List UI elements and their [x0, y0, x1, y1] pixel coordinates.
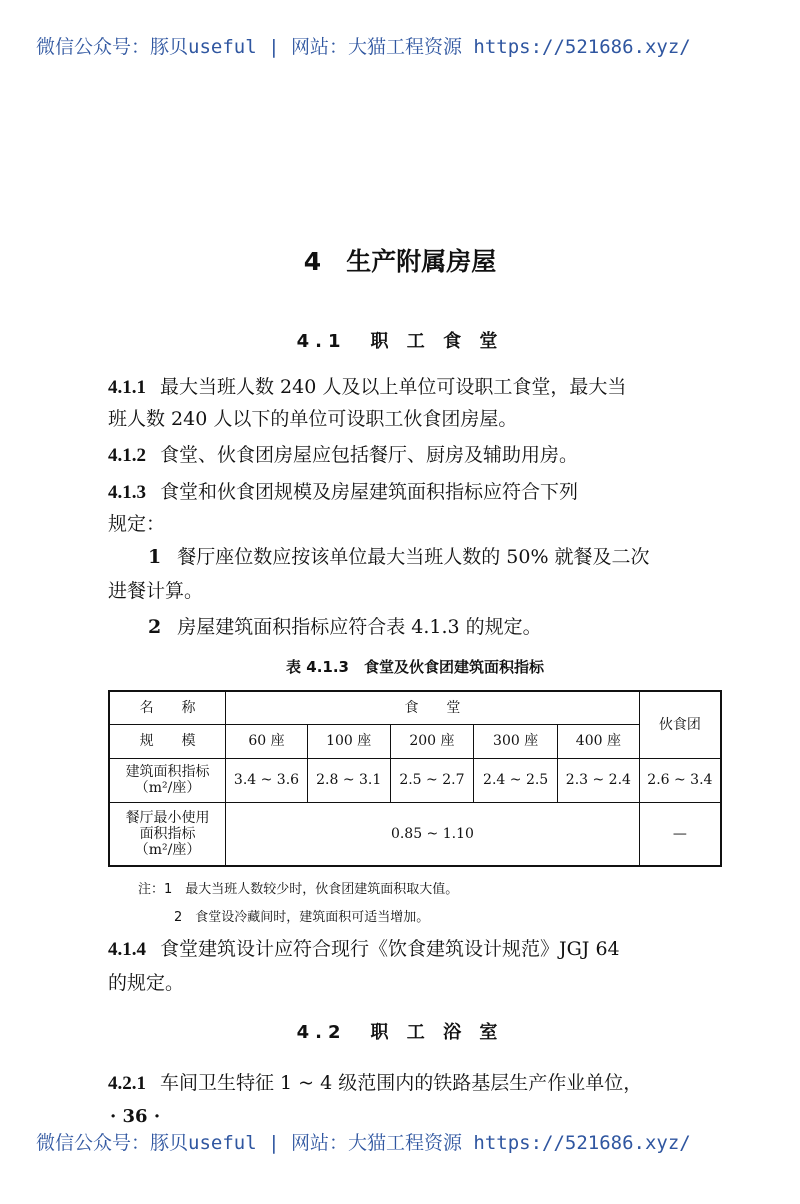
- item-text-cont: 进餐计算。: [108, 580, 204, 602]
- table-note-2: 2 食堂设冷藏间时，建筑面积可适当增加。: [174, 910, 430, 925]
- scale-cell: 300 座: [474, 724, 558, 758]
- clause-4-2-1: [108, 1068, 642, 1095]
- scale-cell: 100 座: [307, 724, 390, 758]
- item-number: 1: [148, 546, 162, 568]
- header-canteen: 食 堂: [226, 691, 640, 724]
- clause-4-1-1: [108, 372, 626, 399]
- area-value: 2.5 ~ 2.7: [390, 758, 474, 802]
- label-line: 建筑面积指标: [125, 764, 210, 780]
- header-mess: 伙食团: [639, 691, 721, 758]
- clause-number: 4.1.1: [108, 377, 146, 398]
- area-value: 2.3 ~ 2.4: [558, 758, 640, 802]
- label-line: （m²/座）: [134, 780, 201, 796]
- clause-number: 4.2.1: [108, 1073, 146, 1094]
- scale-cell: 400 座: [558, 724, 640, 758]
- chapter-title: 4 生产附属房屋: [303, 247, 497, 276]
- clause-text: 食堂和伙食团规模及房屋建筑面积指标应符合下列: [160, 481, 579, 503]
- dining-mess-value: —: [639, 802, 721, 866]
- clause-text: 食堂建筑设计应符合现行《饮食建筑设计规范》JGJ 64: [160, 938, 620, 960]
- clause-number: 4.1.2: [108, 445, 146, 466]
- clause-4-1-2: [108, 440, 578, 467]
- header-scale: 规 模: [109, 724, 226, 758]
- label-line: 面积指标: [139, 825, 196, 842]
- area-value: 2.4 ~ 2.5: [474, 758, 558, 802]
- item-number: 2: [148, 616, 162, 638]
- clause-text-cont: 规定：: [108, 513, 166, 535]
- header-name: 名 称: [109, 691, 226, 724]
- label-line: 餐厅最小使用: [125, 809, 210, 826]
- dining-value: 0.85 ~ 1.10: [226, 802, 640, 866]
- area-value: 2.8 ~ 3.1: [307, 758, 390, 802]
- row-label-area: [109, 758, 226, 802]
- item-2: [148, 612, 542, 639]
- clause-text-cont: 班人数 240 人以下的单位可设职工伙食团房屋。: [108, 408, 518, 430]
- area-value: 3.4 ~ 3.6: [226, 758, 308, 802]
- table-note-1: 注：1 最大当班人数较少时，伙食团建筑面积取大值。: [138, 882, 459, 897]
- clause-text-cont: 的规定。: [108, 972, 185, 994]
- item-1: [148, 542, 650, 569]
- label-line: （m²/座）: [134, 841, 201, 858]
- clause-4-1-4: [108, 934, 620, 961]
- item-text: 餐厅座位数应按该单位最大当班人数的 50% 就餐及二次: [177, 546, 650, 568]
- clause-text: 最大当班人数 240 人及以上单位可设职工食堂，最大当: [160, 376, 627, 398]
- watermark-bottom: 微信公众号：豚贝useful | 网站：大猫工程资源 https://521686.xyz/: [36, 1132, 691, 1154]
- clause-text: 车间卫生特征 1 ~ 4 级范围内的铁路基层生产作业单位，: [160, 1072, 643, 1094]
- area-value: 2.6 ~ 3.4: [639, 758, 721, 802]
- page-number: · 36 ·: [110, 1106, 161, 1127]
- watermark-top: 微信公众号：豚贝useful | 网站：大猫工程资源 https://521686.xyz/: [36, 36, 691, 58]
- clause-number: 4.1.4: [108, 939, 146, 960]
- scale-cell: 200 座: [390, 724, 474, 758]
- clause-text: 食堂、伙食团房屋应包括餐厅、厨房及辅助用房。: [160, 444, 579, 466]
- clause-4-1-3: [108, 477, 578, 504]
- clause-number: 4.1.3: [108, 482, 146, 503]
- row-label-dining: [109, 802, 226, 866]
- scale-cell: 60 座: [226, 724, 308, 758]
- section-heading-4-2: 4.2 职 工 浴 室: [296, 1022, 504, 1043]
- table-caption: 表 4.1.3 食堂及伙食团建筑面积指标: [286, 658, 544, 676]
- item-text: 房屋建筑面积指标应符合表 4.1.3 的规定。: [177, 616, 542, 638]
- area-index-table: [108, 690, 722, 867]
- section-heading-4-1: 4.1 职 工 食 堂: [296, 331, 504, 352]
